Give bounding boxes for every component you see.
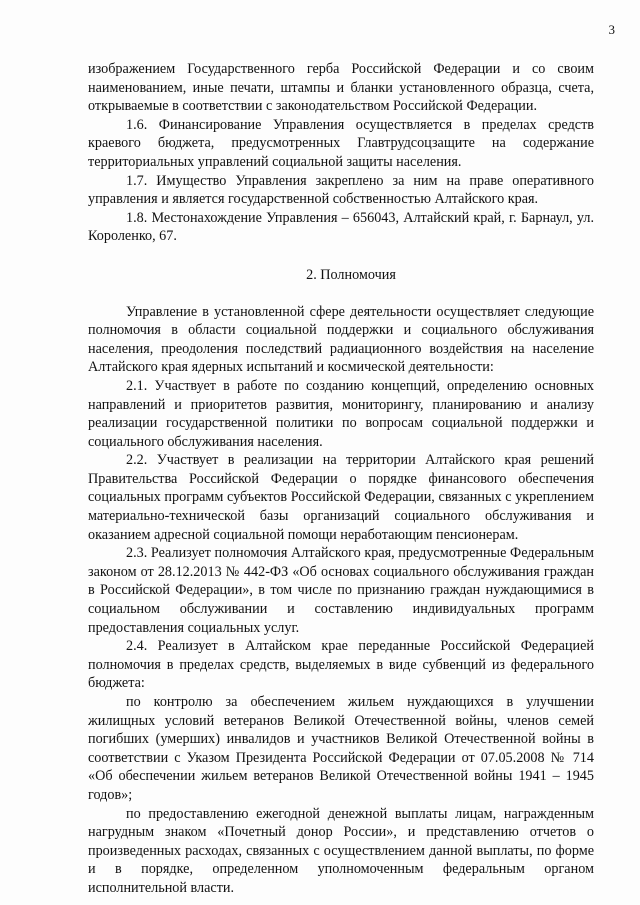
paragraph-2-4-item-2: по предоставлению ежегодной денежной выплаты лицам, награжденным нагрудным знаком «Почетный донор России», и представлению отчетов о произведенных расходах, связанных с осуществлением данной выплаты, по форме и в порядке, определенном уполномоченным федеральным органом исполнительной власти.: [88, 805, 594, 896]
paragraph-1-7: 1.7. Имущество Управления закреплено за ним на праве оперативного управления и является государственной собственностью Алтайского края.: [88, 172, 594, 208]
document-body: [88, 60, 594, 898]
paragraph-1-8: 1.8. Местонахождение Управления – 656043, Алтайский край, г. Барнаул, ул. Короленко, 67.: [88, 209, 594, 245]
section-title: 2. Полномочия: [306, 266, 396, 283]
paragraph-2-3: 2.3. Реализует полномочия Алтайского края, предусмотренные Федеральным законом от 28.12.2013 № 442-ФЗ «Об основах социального обслуживания граждан в Российской Федерации», в том числе по признанию граждан нуждающимися в социальном обслуживании и составлению индивидуальных программ предоставления социальных услуг.: [88, 545, 594, 636]
paragraph-1-6: 1.6. Финансирование Управления осуществляется в пределах средств краевого бюджета, предусмотренных Главтрудсоцзащите на содержание территориальных управлений социальной защиты населения.: [88, 116, 594, 170]
page-number: 3: [608, 22, 615, 37]
paragraph-2-4-item-1: по контролю за обеспечением жильем нуждающихся в улучшении жилищных условий ветеранов Великой Отечественной войны, членов семей погибших (умерших) инвалидов и участников Великой Отечественной войны в соответствии с Указом Президента Российской Федерации от 07.05.2008 № 714 «Об обеспечении жильем ветеранов Великой Отечественной войны 1941 – 1945 годов»;: [88, 694, 594, 803]
paragraph-continued: изображением Государственного герба Российской Федерации и со своим наименованием, иные печати, штампы и бланки установленного образца, счета, открываемые в соответствии с законодательством Российской Федерации.: [88, 61, 594, 115]
paragraph-2-4: 2.4. Реализует в Алтайском крае переданные Российской Федерацией полномочия в пределах средств, выделяемых в виде субвенций из федерального бюджета:: [88, 638, 594, 692]
paragraph-2-1: 2.1. Участвует в работе по созданию концепций, определению основных направлений и приоритетов развития, мониторингу, планированию и анализу реализации государственной политики по вопросам социальной поддержки и социального обслуживания населения.: [88, 377, 594, 450]
paragraph-intro: Управление в установленной сфере деятельности осуществляет следующие полномочия в области социальной поддержки и социального обслуживания населения, преодоления последствий радиационного воздействия на население Алтайского края ядерных испытаний и космической деятельности:: [88, 303, 594, 376]
paragraph-2-2: 2.2. Участвует в реализации на территории Алтайского края решений Правительства Российской Федерации о порядке финансового обеспечения социальных программ субъектов Российской Федерации, связанных с укреплением материально-технической базы организаций социального обслуживания и оказанием адресной социальной помощи неработающим пенсионерам.: [88, 452, 594, 543]
